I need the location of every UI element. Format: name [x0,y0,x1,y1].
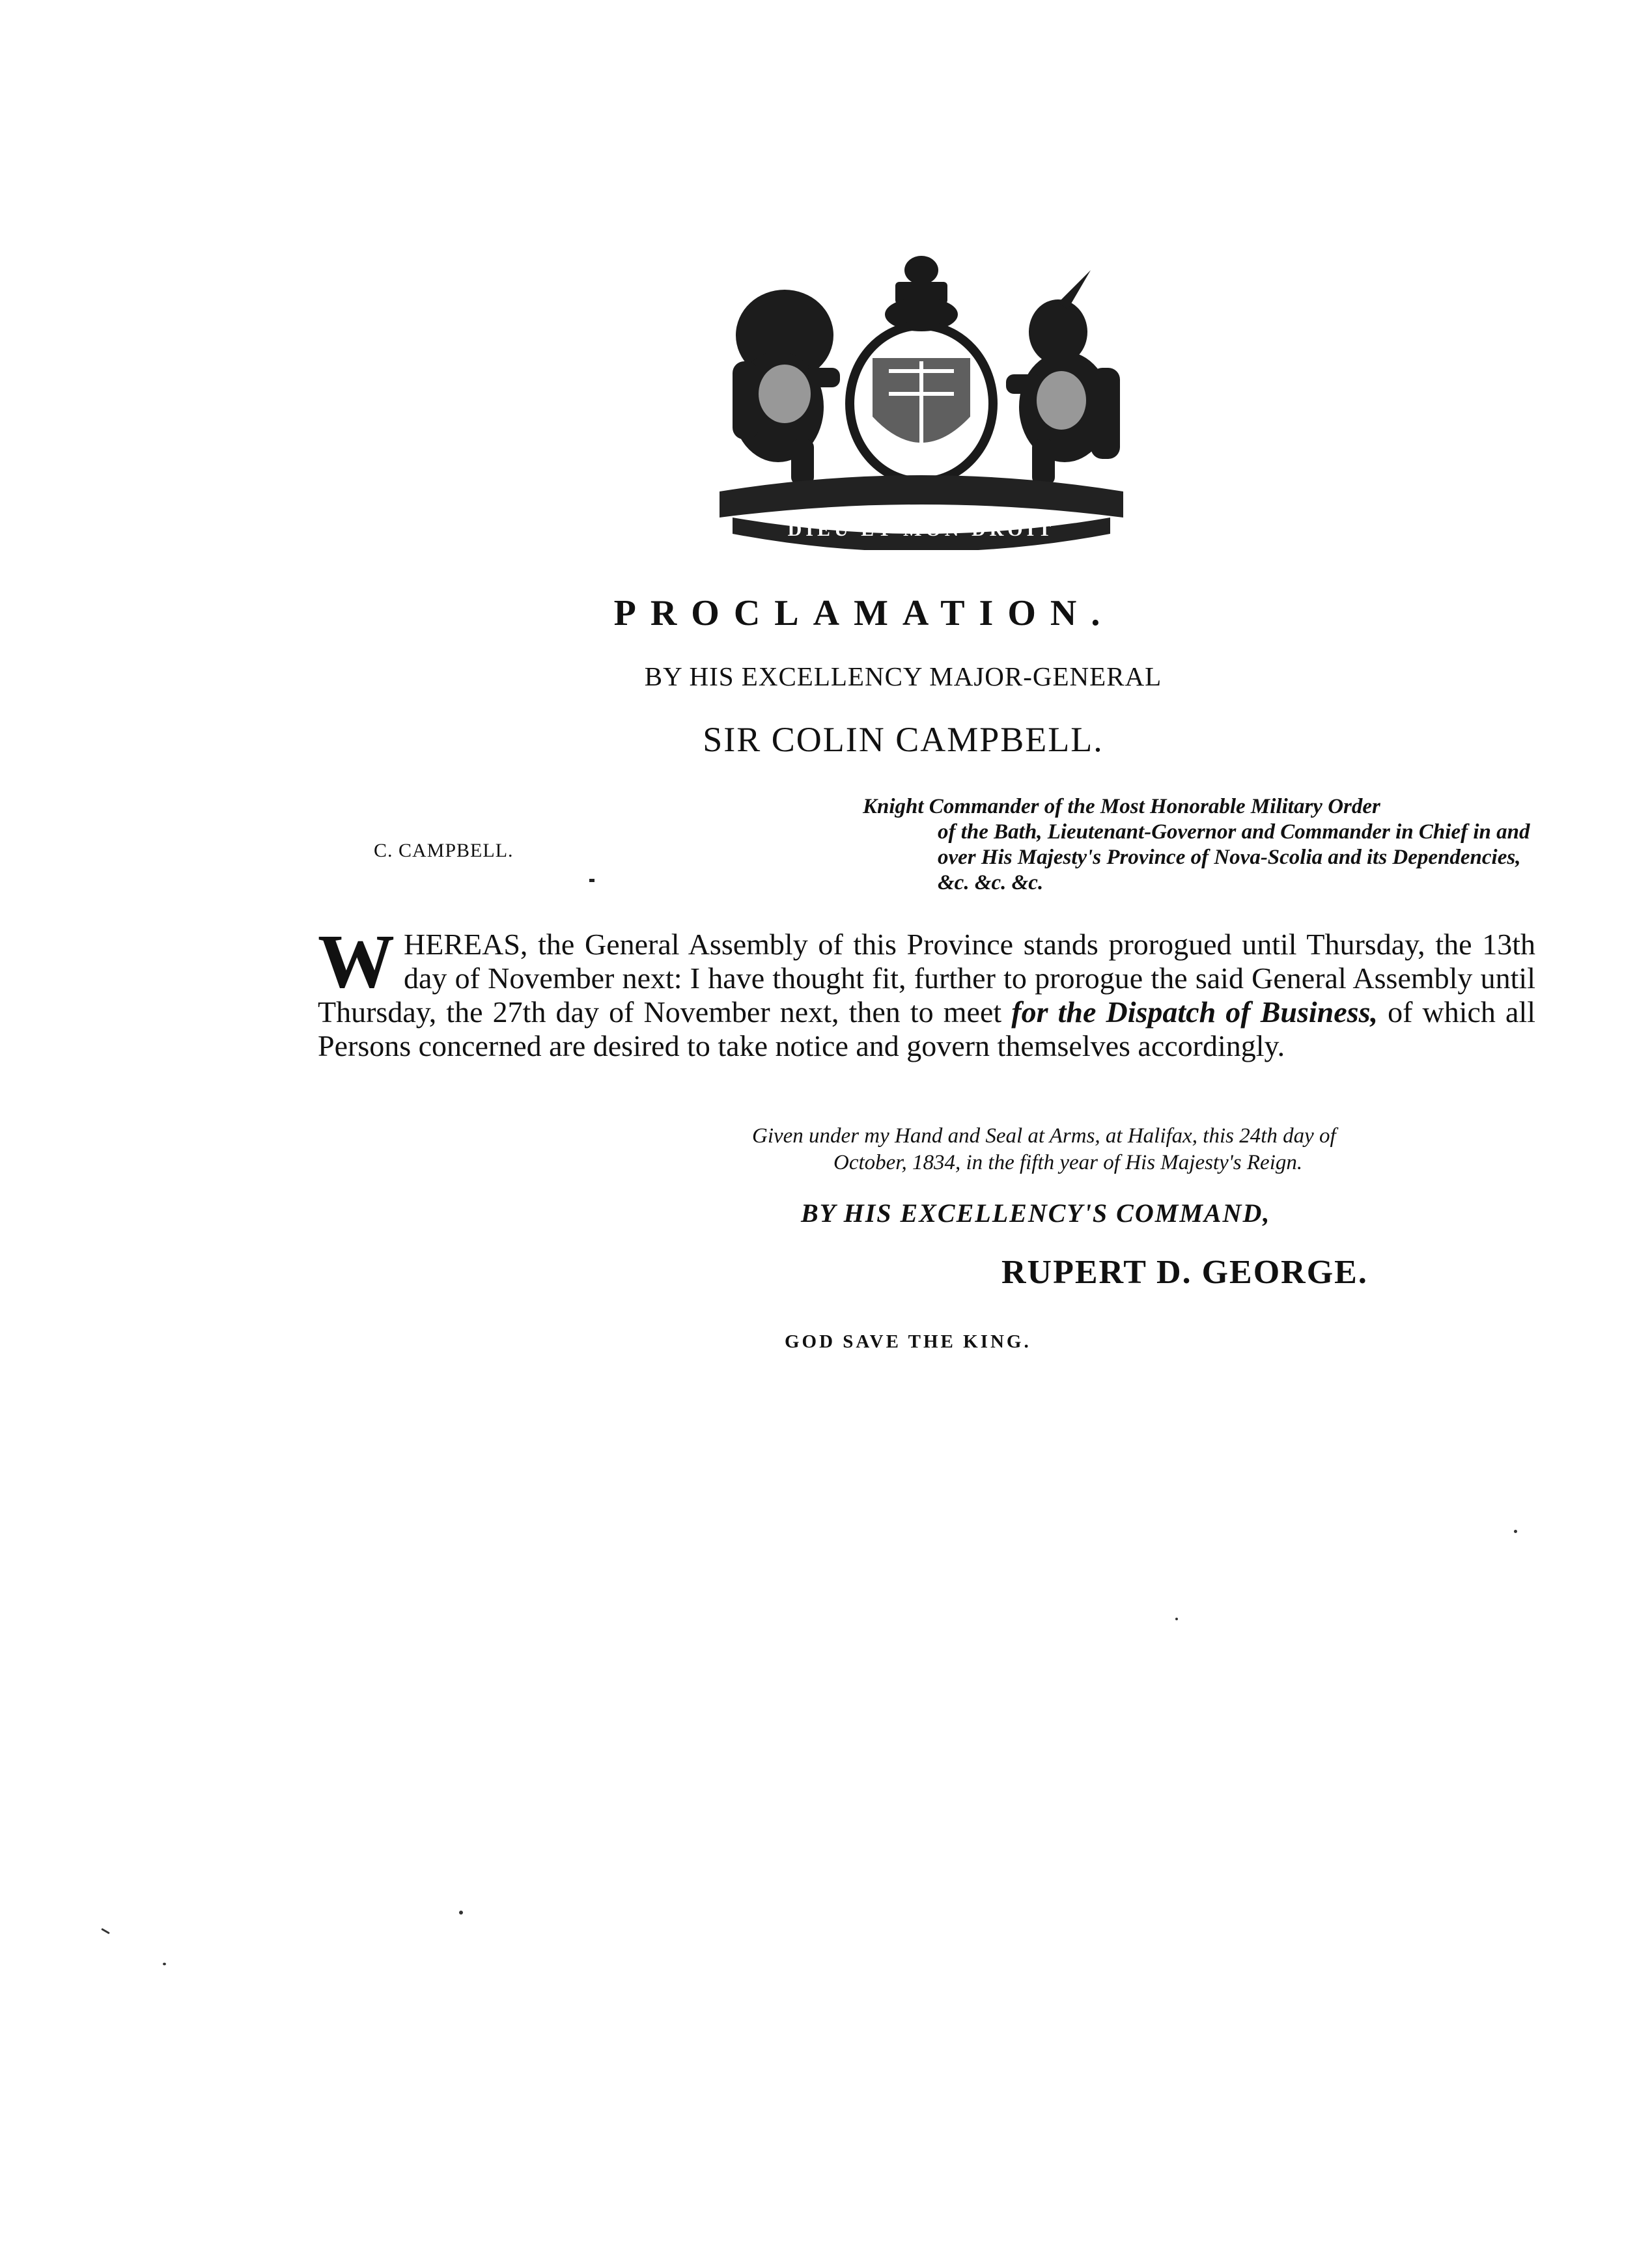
drop-cap: W [318,919,395,1004]
scan-speck [163,1963,166,1965]
proclamation-title: PROCLAMATION. [613,593,1115,633]
body-part-2: of which all Persons concerned are desired to take notice and govern themselves accordingly. [318,995,1536,1062]
royal-coat-of-arms [693,244,1149,550]
governor-titles [863,794,1533,896]
titles-line-1: Knight Commander of the Most Honorable Military Order [863,795,1380,818]
signature-initial: C. CAMPBELL. [374,840,514,861]
scan-speck [101,1928,110,1935]
body-emphasis: for the Dispatch of Business, [1011,995,1378,1029]
body-part-1: HEREAS, the General Assembly of this Province stands prorogued until Thursday, the 13th day of November next: I have thought fit, further to prorogue the said General Assembly until Thursday, the 27th day of November next, then to meet [318,928,1535,1029]
closing-salutation: GOD SAVE THE KING. [785,1331,1031,1352]
given-line-2: October, 1834, in the fifth year of His Majesty's Reign. [833,1151,1303,1174]
scan-speck [1175,1618,1178,1620]
proclamation-body [318,919,1536,1063]
arms-motto: DIEU ET MON DROIT [787,519,1056,540]
scan-speck [459,1911,463,1915]
margin-mark [589,879,594,882]
scan-speck [1514,1530,1517,1533]
byline: BY HIS EXCELLENCY MAJOR-GENERAL [644,661,1162,691]
governor-name: SIR COLIN CAMPBELL. [703,720,1104,759]
given-under-hand [752,1123,1533,1176]
by-command: BY HIS EXCELLENCY'S COMMAND, [801,1198,1271,1228]
titles-line-2: of the Bath, Lieutenant-Governor and Commander in Chief in and over His Majesty's Province of Nova-Scolia and its Dependencies, &c. &c. &c. [938,820,1530,894]
given-line-1: Given under my Hand and Seal at Arms, at Halifax, this 24th day of [752,1124,1336,1148]
secretary-signature: RUPERT D. GEORGE. [1001,1254,1368,1291]
